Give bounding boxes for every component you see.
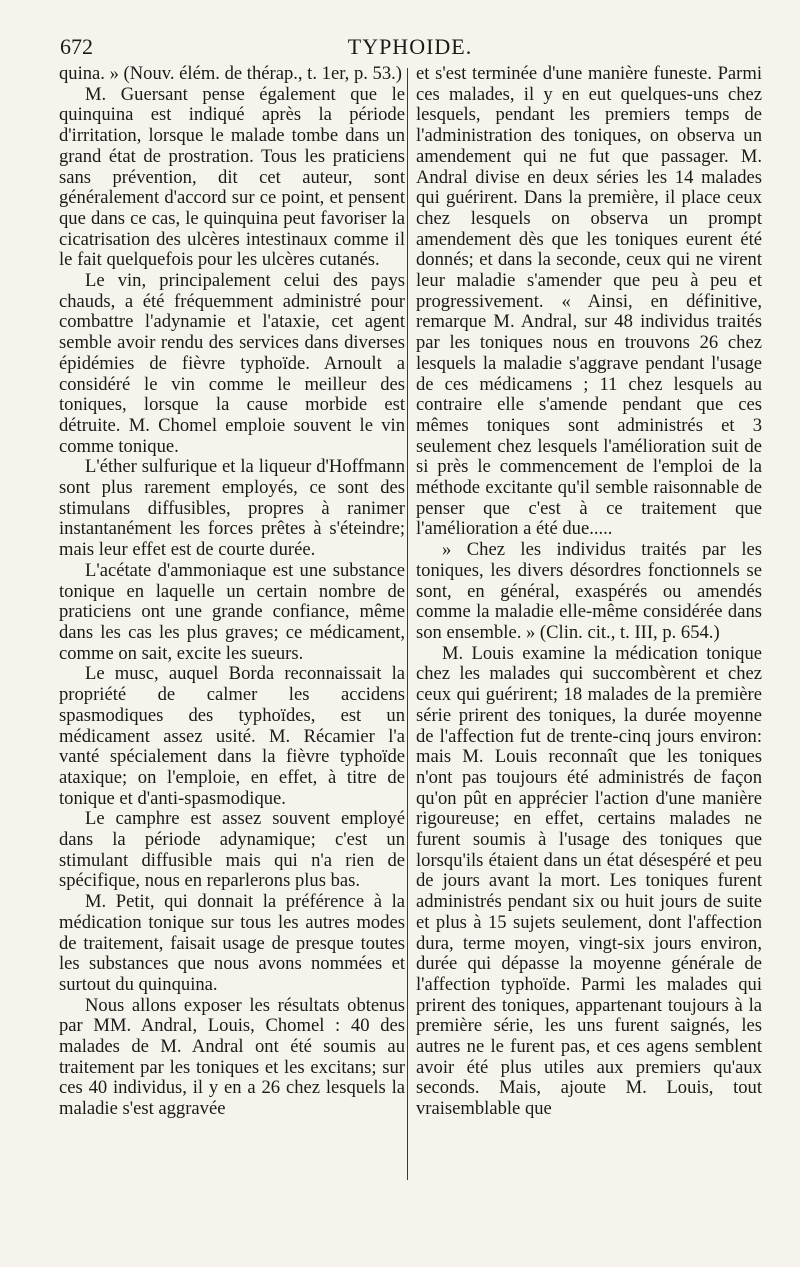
paragraph: M. Louis examine la médication tonique chez les malades qui succombèrent et chez ceux qui guérirent; 18 malades de la première série prirent des toniques, la durée moyenne de l'affection fut de trente-cinq jours environ: mais M. Louis reconnaît que les toniques n'ont pas toujours été administrés de façon qu'on pût en apprécier l'action d'une manière rigoureuse; en effet, certains malades ne furent soumis à l'usage des toniques que lorsqu'ils étaient dans un état désespéré et peu de jours avant la mort. Les toniques furent administrés pendant six ou huit jours de suite et plus à 15 sujets seulement, dont l'affection dura, terme moyen, vingt-six jours environ, durée qui dépasse la moyenne générale de l'affection typhoïde. Parmi les malades qui prirent des toniques, appartenant toujours à la première série, les uns furent saignés, les autres ne le furent pas, et ces agens semblent avoir été plus utiles aux premiers qu'aux seconds. Mais, ajoute M. Louis, tout vraisemblable que — [416, 642, 762, 1120]
left-column — [59, 64, 405, 1120]
paragraph: M. Guersant pense également que le quinquina est indiqué après la période d'irritation, lorsque le malade tombe dans un grand état de prostration. Tous les praticiens sans prévention, dit cet auteur, sont généralement d'accord sur ce point, et pensent que dans ce cas, le quinquina peut favoriser la cicatrisation des ulcères intestinaux comme il le fait quelquefois pour les ulcères cutanés. — [59, 83, 405, 271]
paragraph: Le vin, principalement celui des pays chauds, a été fréquemment administré pour combattre l'adynamie et l'ataxie, cet agent semble avoir rendu des services dans diverses épidémies de fièvre typhoïde. Arnoult a considéré le vin comme le meilleur des toniques, lorsque la cause morbide est détruite. M. Chomel emploie souvent le vin comme tonique. — [59, 270, 405, 457]
paragraph: M. Petit, qui donnait la préférence à la médication tonique sur tous les autres modes de traitement, faisait usage de presque toutes les substances que nous avons nommées et surtout du quinquina. — [59, 891, 405, 995]
page-header — [60, 34, 760, 64]
right-column — [416, 64, 762, 1120]
paragraph: L'acétate d'ammoniaque est une substance tonique en laquelle un certain nombre de praticiens ont une grande confiance, même dans les cas les plus graves; ce médicament, comme on sait, excite les sueurs. — [59, 559, 405, 664]
paragraph: L'éther sulfurique et la liqueur d'Hoffmann sont plus rarement employés, ce sont des stimulans diffusibles, propres à ranimer instantanément les forces prêtes à s'éteindre; mais leur effet est de courte durée. — [59, 456, 405, 561]
running-title: TYPHOIDE. — [347, 34, 473, 59]
column-divider — [407, 68, 408, 1180]
page-number: 672 — [60, 34, 93, 59]
paragraph: et s'est terminée d'une manière funeste. Parmi ces malades, il y en eut quelques-uns chez lesquels, pendant les premiers temps de l'administration des toniques, on observa un amendement qui ne fut que passager. M. Andral divise en deux séries les 14 malades qui guérirent. Dans la première, il place ceux chez lesquels on observa un prompt amendement dès que les toniques eurent été donnés; et dans la seconde, ceux qui ne virent leur maladie s'amender que peu à peu et progressivement. « Ainsi, en définitive, remarque M. Andral, sur 48 individus traités par les toniques nous en trouvons 26 chez lesquels la maladie s'aggrave pendant l'usage de ces médicamens ; 11 chez lesquels au contraire elle s'amende pendant que ces mêmes toniques sont administrés et 3 seulement chez lesquels l'amélioration suit de si près le commencement de l'emploi de la méthode excitante qu'il semble raisonnable de penser que c'est à ce traitement que l'amélioration a été due..... — [416, 63, 762, 540]
paragraph: Le camphre est assez souvent employé dans la période adynamique; c'est un stimulant diffusible mais qui n'a rien de spécifique, nous en reparlerons plus bas. — [59, 808, 405, 892]
paragraph: quina. » (Nouv. élém. de thérap., t. 1er, p. 53.) — [59, 63, 402, 84]
paragraph: Nous allons exposer les résultats obtenus par MM. Andral, Louis, Chomel : 40 des malades de M. Andral ont été soumis au traitement par les toniques et les excitans; sur ces 40 individus, il y en a 26 chez lesquels la maladie s'est aggravée — [59, 994, 405, 1120]
paragraph: » Chez les individus traités par les toniques, les divers désordres fonctionnels se sont, en général, exaspérés ou amendés comme la maladie elle-même considérée dans son ensemble. » (Clin. cit., t. III, p. 654.) — [416, 539, 762, 643]
paragraph: Le musc, auquel Borda reconnaissait la propriété de calmer les accidens spasmodiques des typhoïdes, est un médicament assez usité. M. Récamier l'a vanté spécialement dans la fièvre typhoïde ataxique; on l'emploie, en effet, à titre de tonique et d'anti-spasmodique. — [59, 663, 405, 809]
